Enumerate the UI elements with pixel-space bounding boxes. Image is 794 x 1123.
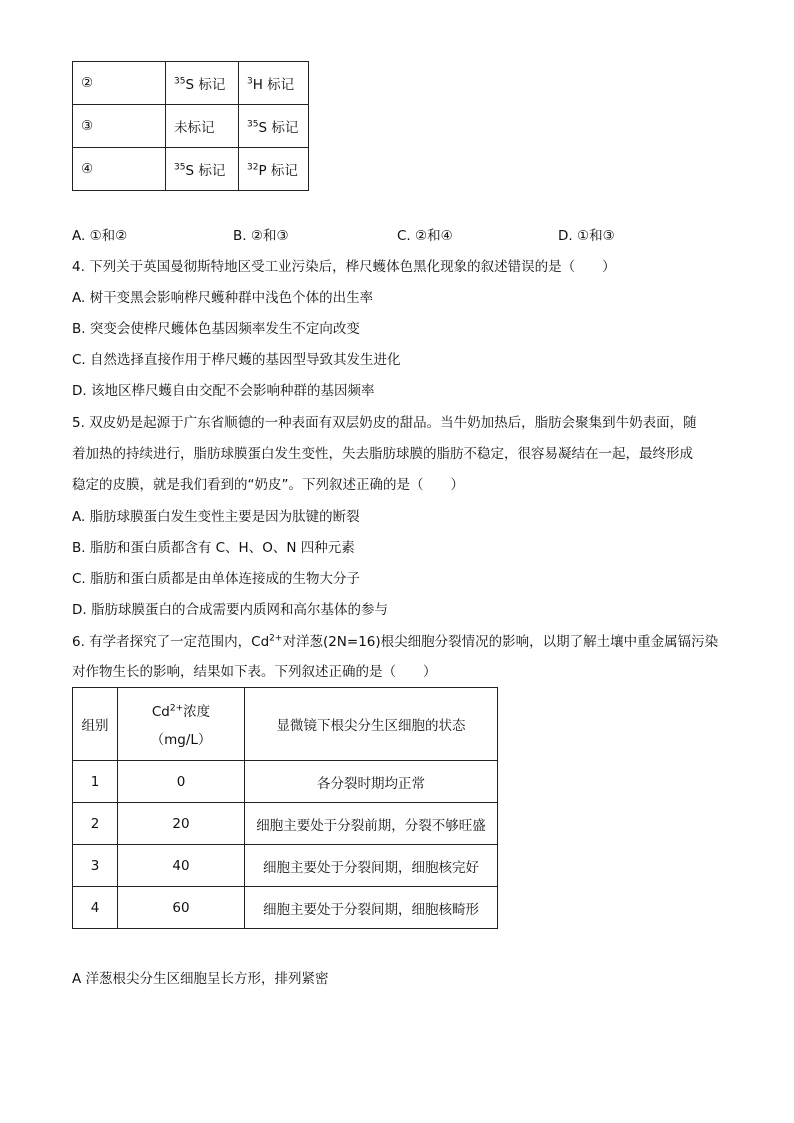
q5-stem-line: 5. 双皮奶是起源于广东省顺德的一种表面有双层奶皮的甜品。当牛奶加热后，脂肪会聚集到牛奶表面，随 bbox=[72, 415, 697, 431]
header-concentration: $Cd^{2+}$浓度 （mg/L） bbox=[118, 688, 245, 761]
state-cell: 各分裂时期均正常 bbox=[245, 761, 498, 803]
row-number: ③ bbox=[73, 105, 166, 148]
table-row bbox=[73, 803, 498, 845]
table-row bbox=[73, 148, 309, 191]
q5-option-c: C. 脂肪和蛋白质都是由单体连接成的生物大分子 bbox=[72, 571, 361, 587]
table-row bbox=[73, 105, 309, 148]
state-cell: 细胞主要处于分裂间期，细胞核畸形 bbox=[245, 887, 498, 929]
q6-stem-line: 6. 有学者探究了一定范围内，$Cd^{2+}$对洋葱(2N=16)根尖细胞分裂情况的影响，以期了解土壤中重金属镉污染 bbox=[72, 633, 719, 650]
table-row bbox=[73, 62, 309, 105]
q4-option-c: C. 自然选择直接作用于桦尺蠖的基因型导致其发生进化 bbox=[72, 352, 401, 368]
table-cell: $^{35}$S 标记 bbox=[166, 148, 239, 191]
table-cell: 未标记 bbox=[166, 105, 239, 148]
q3-option-a: A. ①和② bbox=[72, 228, 128, 244]
table-cell: $^3$H 标记 bbox=[239, 62, 309, 105]
table-cell: $^{35}$S 标记 bbox=[166, 62, 239, 105]
conc-cell: 20 bbox=[118, 803, 245, 845]
table-header-row bbox=[73, 688, 498, 761]
header-state: 显微镜下根尖分生区细胞的状态 bbox=[245, 688, 498, 761]
labeling-table bbox=[72, 61, 309, 191]
q5-option-a: A. 脂肪球膜蛋白发生变性主要是因为肽键的断裂 bbox=[72, 509, 360, 525]
row-number: ④ bbox=[73, 148, 166, 191]
q6-stem-line: 对作物生长的影响，结果如下表。下列叙述正确的是（ ） bbox=[72, 664, 437, 680]
group-cell: 3 bbox=[73, 845, 118, 887]
group-cell: 2 bbox=[73, 803, 118, 845]
q3-option-d: D. ①和③ bbox=[558, 228, 615, 244]
header-group: 组别 bbox=[73, 688, 118, 761]
row-number: ② bbox=[73, 62, 166, 105]
q5-option-b: B. 脂肪和蛋白质都含有 C、H、O、N 四种元素 bbox=[72, 540, 355, 556]
q6-option-a: A 洋葱根尖分生区细胞呈长方形，排列紧密 bbox=[72, 971, 329, 987]
q5-option-d: D. 脂肪球膜蛋白的合成需要内质网和高尔基体的参与 bbox=[72, 602, 388, 618]
q4-option-b: B. 突变会使桦尺蠖体色基因频率发生不定向改变 bbox=[72, 321, 360, 337]
q3-option-c: C. ②和④ bbox=[397, 228, 453, 244]
q5-stem-line: 着加热的持续进行，脂肪球膜蛋白发生变性，失去脂肪球膜的脂肪不稳定，很容易凝结在一起，最终形成 bbox=[72, 446, 693, 462]
q3-option-b: B. ②和③ bbox=[233, 228, 289, 244]
q4-option-d: D. 该地区桦尺蠖自由交配不会影响种群的基因频率 bbox=[72, 383, 375, 399]
q4-option-a: A. 树干变黑会影响桦尺蠖种群中浅色个体的出生率 bbox=[72, 290, 374, 306]
q5-stem-line: 稳定的皮膜，就是我们看到的“奶皮”。下列叙述正确的是（ ） bbox=[72, 477, 464, 493]
conc-cell: 60 bbox=[118, 887, 245, 929]
table-row bbox=[73, 845, 498, 887]
table-row bbox=[73, 761, 498, 803]
conc-cell: 0 bbox=[118, 761, 245, 803]
table-cell: $^{35}$S 标记 bbox=[239, 105, 309, 148]
state-cell: 细胞主要处于分裂前期，分裂不够旺盛 bbox=[245, 803, 498, 845]
group-cell: 1 bbox=[73, 761, 118, 803]
q4-stem: 4. 下列关于英国曼彻斯特地区受工业污染后，桦尺蠖体色黑化现象的叙述错误的是（ ） bbox=[72, 259, 616, 275]
state-cell: 细胞主要处于分裂间期，细胞核完好 bbox=[245, 845, 498, 887]
cd-results-table bbox=[72, 687, 498, 929]
table-row bbox=[73, 887, 498, 929]
conc-cell: 40 bbox=[118, 845, 245, 887]
table-cell: $^{32}$P 标记 bbox=[239, 148, 309, 191]
group-cell: 4 bbox=[73, 887, 118, 929]
